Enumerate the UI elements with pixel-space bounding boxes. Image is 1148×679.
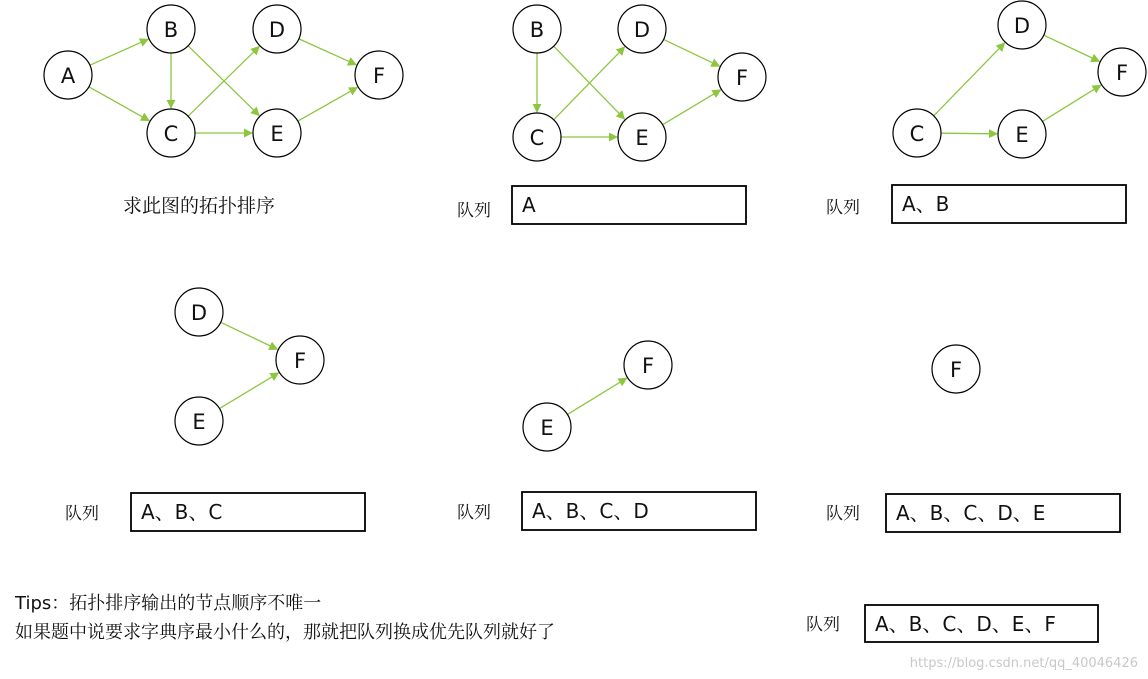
node-label-E: E [1015,123,1029,147]
tips-line-1: Tips：拓扑排序输出的节点顺序不唯一 [15,593,322,614]
node-label-F: F [735,66,749,90]
node-label-F: F [641,354,655,378]
node-label-A: A [60,64,76,88]
queue-content-p5: A、B、C、D [532,499,649,523]
node-label-F: F [293,349,307,373]
node-label-C: C [909,122,925,146]
watermark-text: https://blog.csdn.net/qq_40046426 [909,656,1138,671]
node-label-E: E [192,410,206,434]
node-label-B: B [529,18,545,42]
panel-p5 [457,341,756,530]
node-label-F: F [372,64,386,88]
panel-p2 [457,5,766,224]
node-label-C: C [163,122,179,146]
node-label-E: E [540,416,554,440]
queue-box-p2 [512,186,746,224]
edge-E-F [298,87,357,121]
edge-A-C [89,87,149,121]
queue-content-p6: A、B、C、D、E [896,501,1046,525]
queue-content-p3: A、B [902,192,950,216]
queue-label-p6: 队列 [826,504,860,524]
edge-D-F [664,39,720,66]
node-label-B: B [163,18,179,42]
queue-content-final: A、B、C、D、E、F [875,612,1056,636]
node-label-C: C [529,126,545,150]
node-label-D: D [633,18,651,42]
edge-E-F [220,373,279,409]
node-label-F: F [949,358,963,382]
edge-A-B [90,39,148,65]
queue-label-p3: 队列 [826,198,860,218]
edge-D-F [221,322,278,349]
panel-p6 [826,345,1120,532]
queue-label-final: 队列 [806,615,840,635]
node-label-E: E [635,126,649,150]
edge-C-D [934,43,1005,116]
node-label-E: E [270,122,284,146]
queue-content-p4: A、B、C [141,500,223,524]
panel-p1 [44,5,403,157]
node-label-D: D [1013,14,1031,38]
node-label-D: D [268,18,286,42]
panel-p3 [826,1,1146,223]
queue-label-p5: 队列 [457,503,491,523]
edge-E-F [663,90,721,125]
edge-C-E [941,133,997,134]
diagram-caption: 求此图的拓扑排序 [123,195,276,217]
queue-label-p2: 队列 [457,201,491,221]
queue-content-p2: A [522,193,536,217]
panel-p4 [65,288,365,531]
edge-E-F [1042,85,1100,121]
edge-D-F [299,39,356,65]
edge-E-F [568,378,627,414]
node-label-D: D [190,301,208,325]
tips-line-2: 如果题中说要求字典序最小什么的，那就把队列换成优先队列就好了 [15,622,555,643]
queue-label-p4: 队列 [65,504,99,524]
node-label-F: F [1115,61,1129,85]
edge-D-F [1044,35,1100,61]
